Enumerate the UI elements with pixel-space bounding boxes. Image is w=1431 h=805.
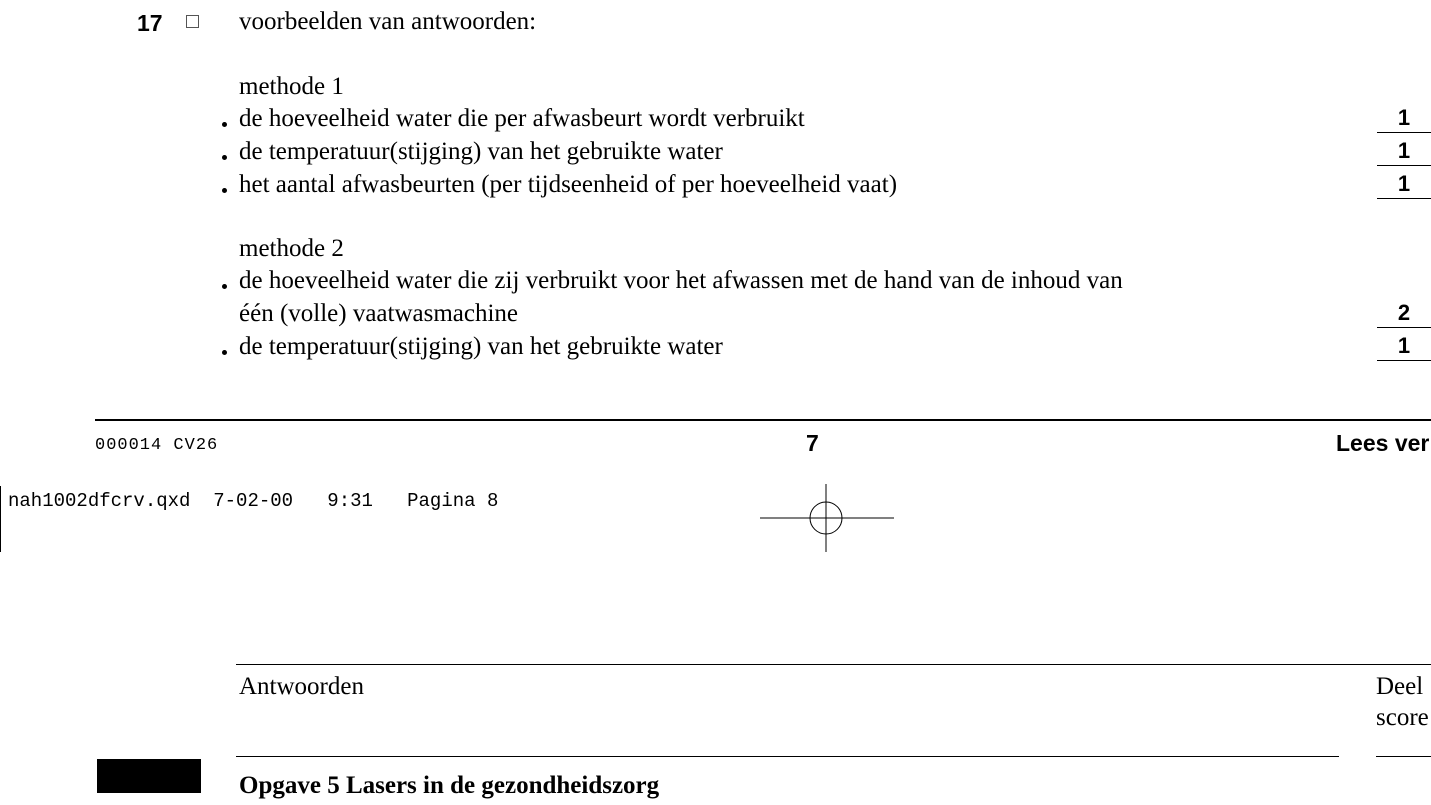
score-2-2: 1 <box>1377 332 1431 361</box>
slug-date: 7-02-00 <box>213 490 294 512</box>
crop-mark-line <box>0 486 1 552</box>
slug-time: 9:31 <box>327 490 373 512</box>
score-1-2: 1 <box>1377 137 1431 166</box>
score-1-3: 1 <box>1377 170 1431 199</box>
slug-filename: nah1002dfcrv.qxd <box>8 490 191 512</box>
footer-page-number: 7 <box>806 430 819 456</box>
bullet-icon <box>222 284 227 289</box>
footer-rule <box>95 419 1431 421</box>
column-header-answers: Antwoorden <box>239 673 364 700</box>
question-number: 17 <box>137 10 163 36</box>
score-1-1: 1 <box>1377 104 1431 133</box>
black-bar <box>97 759 201 793</box>
score-header-rule <box>1376 756 1431 757</box>
method1-title: methode 1 <box>239 73 344 100</box>
bullet-icon <box>222 350 227 355</box>
method2-item-1-line1: de hoeveelheid water die zij verbruikt voor het afwassen met de hand van de inhoud van <box>239 267 1123 294</box>
question-intro: voorbeelden van antwoorden: <box>239 8 537 35</box>
method2-title: methode 2 <box>239 235 344 262</box>
method1-item-2: de temperatuur(stijging) van het gebruikte water <box>239 138 723 165</box>
bullet-icon <box>222 188 227 193</box>
checkbox-square-icon <box>186 15 199 28</box>
print-slug <box>8 490 498 512</box>
header-rule-bottom <box>236 756 1339 757</box>
slug-page: Pagina 8 <box>407 490 499 512</box>
method2-item-2: de temperatuur(stijging) van het gebruikte water <box>239 333 723 360</box>
bullet-icon <box>222 122 227 127</box>
method2-item-1-line2: één (volle) vaatwasmachine <box>239 300 519 327</box>
score-2-1: 2 <box>1377 299 1431 328</box>
column-header-score-line2: score <box>1376 704 1429 731</box>
header-rule <box>236 664 1431 665</box>
column-header-score-line1: Deel <box>1376 673 1424 700</box>
section-title: Opgave 5 Lasers in de gezondheidszorg <box>239 772 660 799</box>
footer-continue: Lees ver <box>1336 430 1430 456</box>
method1-item-3: het aantal afwasbeurten (per tijdseenheid of per hoeveelheid vaat) <box>239 171 898 198</box>
footer-code: 000014 CV26 <box>95 436 219 455</box>
bullet-icon <box>222 155 227 160</box>
registration-mark-icon <box>758 484 896 554</box>
method1-item-1: de hoeveelheid water die per afwasbeurt wordt verbruikt <box>239 105 805 132</box>
